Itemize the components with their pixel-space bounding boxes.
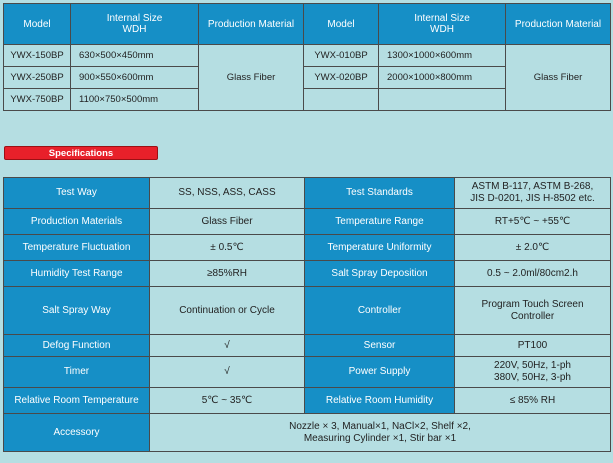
table-row xyxy=(4,235,611,261)
accessory-label: Accessory xyxy=(4,414,150,452)
model-cell: YWX-750BP xyxy=(4,89,71,111)
model-cell: YWX-010BP xyxy=(304,45,379,67)
table-row xyxy=(4,209,611,235)
table-row xyxy=(4,287,611,335)
material-cell: Glass Fiber xyxy=(199,45,304,111)
temperature-fluctuation-value: ± 0.5℃ xyxy=(150,235,305,261)
size-cell: 900×550×600mm xyxy=(71,67,199,89)
table-row xyxy=(4,388,611,414)
model-cell xyxy=(304,89,379,111)
table-row xyxy=(4,261,611,287)
table-row xyxy=(4,414,611,452)
temperature-uniformity-label: Temperature Uniformity xyxy=(305,235,455,261)
relative-room-temperature-value: 5℃ ~ 35℃ xyxy=(150,388,305,414)
temperature-range-label: Temperature Range xyxy=(305,209,455,235)
accessory-value: Nozzle × 3, Manual×1, NaCl×2, Shelf ×2, Measuring Cylinder ×1, Stir bar ×1 xyxy=(150,414,611,452)
test-way-value: SS, NSS, ASS, CASS xyxy=(150,178,305,209)
header-internal-size: Internal Size WDH xyxy=(71,4,199,45)
production-materials-label: Production Materials xyxy=(4,209,150,235)
test-way-label: Test Way xyxy=(4,178,150,209)
test-standards-value: ASTM B-117, ASTM B-268, JIS D-0201, JIS H-8502 etc. xyxy=(455,178,611,209)
temperature-range-value: RT+5℃ ~ +55℃ xyxy=(455,209,611,235)
material-cell: Glass Fiber xyxy=(506,45,611,111)
test-standards-label: Test Standards xyxy=(305,178,455,209)
salt-spray-deposition-label: Salt Spray Deposition xyxy=(305,261,455,287)
header-model: Model xyxy=(304,4,379,45)
size-cell: 1300×1000×600mm xyxy=(379,45,506,67)
salt-spray-way-label: Salt Spray Way xyxy=(4,287,150,335)
relative-room-humidity-label: Relative Room Humidity xyxy=(305,388,455,414)
table-row xyxy=(4,45,611,67)
header-model: Model xyxy=(4,4,71,45)
models-header-row xyxy=(4,4,611,45)
table-row xyxy=(4,335,611,357)
salt-spray-deposition-value: 0.5 ~ 2.0ml/80cm2.h xyxy=(455,261,611,287)
sensor-label: Sensor xyxy=(305,335,455,357)
salt-spray-way-value: Continuation or Cycle xyxy=(150,287,305,335)
relative-room-humidity-value: ≤ 85% RH xyxy=(455,388,611,414)
sensor-value: PT100 xyxy=(455,335,611,357)
power-supply-label: Power Supply xyxy=(305,357,455,388)
temperature-fluctuation-label: Temperature Fluctuation xyxy=(4,235,150,261)
timer-check-icon: √ xyxy=(150,357,305,388)
controller-label: Controller xyxy=(305,287,455,335)
table-row xyxy=(4,357,611,388)
humidity-test-range-value: ≥85%RH xyxy=(150,261,305,287)
header-internal-size: Internal Size WDH xyxy=(379,4,506,45)
header-production-material: Production Material xyxy=(506,4,611,45)
specifications-table xyxy=(3,177,611,452)
size-cell: 630×500×450mm xyxy=(71,45,199,67)
size-cell: 1100×750×500mm xyxy=(71,89,199,111)
power-supply-value: 220V, 50Hz, 1-ph 380V, 50Hz, 3-ph xyxy=(455,357,611,388)
timer-label: Timer xyxy=(4,357,150,388)
production-materials-value: Glass Fiber xyxy=(150,209,305,235)
temperature-uniformity-value: ± 2.0℃ xyxy=(455,235,611,261)
size-cell: 2000×1000×800mm xyxy=(379,67,506,89)
specifications-tab[interactable]: Specifications xyxy=(4,146,158,160)
relative-room-temperature-label: Relative Room Temperature xyxy=(4,388,150,414)
model-cell: YWX-020BP xyxy=(304,67,379,89)
size-cell xyxy=(379,89,506,111)
table-row xyxy=(4,178,611,209)
models-table xyxy=(3,3,611,111)
header-production-material: Production Material xyxy=(199,4,304,45)
model-cell: YWX-150BP xyxy=(4,45,71,67)
humidity-test-range-label: Humidity Test Range xyxy=(4,261,150,287)
defog-function-check-icon: √ xyxy=(150,335,305,357)
model-cell: YWX-250BP xyxy=(4,67,71,89)
defog-function-label: Defog Function xyxy=(4,335,150,357)
controller-value: Program Touch Screen Controller xyxy=(455,287,611,335)
